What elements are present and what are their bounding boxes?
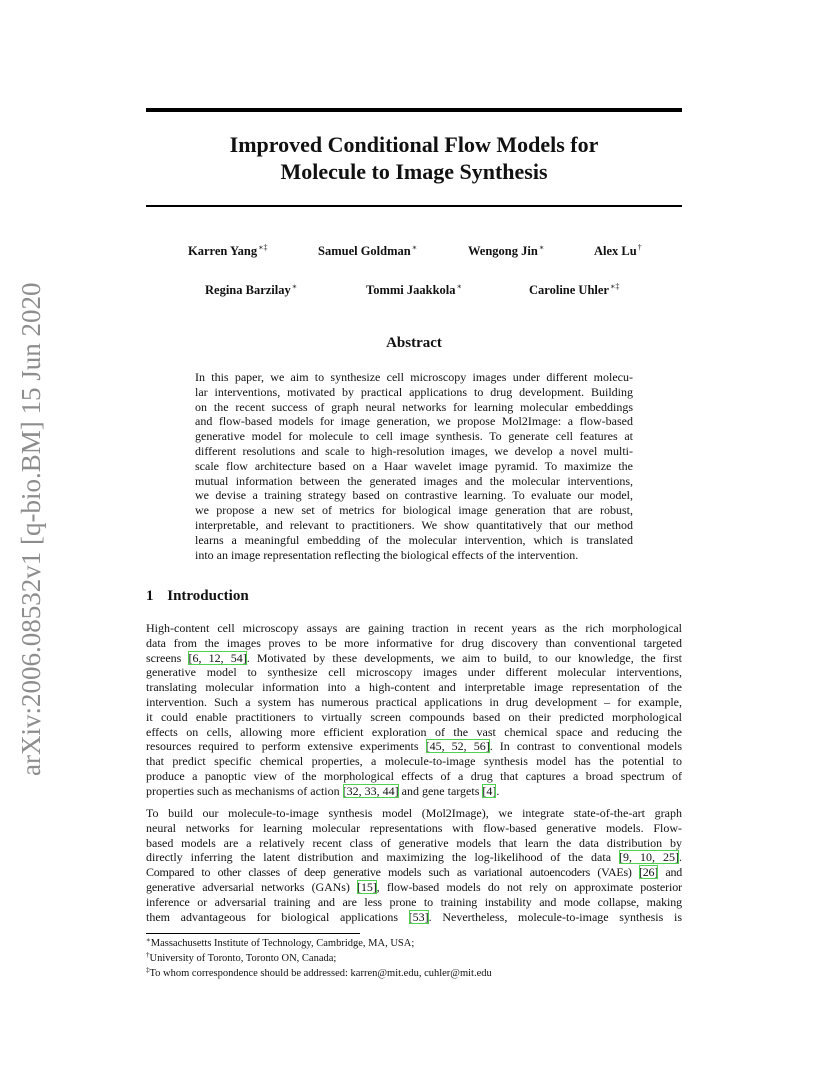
paragraph-line: neural networks for learning molecular representations with flow-based generative models. Flow- (146, 820, 682, 835)
author: Samuel Goldman∗ (318, 243, 418, 258)
footnote: ‡To whom correspondence should be addressed: karren@mit.edu, cuhler@mit.edu (146, 966, 492, 979)
citation-link[interactable]: [6, 12, 54] (188, 650, 247, 665)
paragraph-line: High-content cell microscopy assays are gaining traction in recent years as the rich morphological (146, 621, 682, 635)
paragraph-line: resources required to perform extensive experiments [45, 52, 56]. In contrast to conventional models (146, 739, 683, 754)
abstract-line: scale flow architecture based on a Haar wavelet image pyramid. To maximize the (195, 458, 633, 473)
abstract-heading: Abstract (386, 335, 442, 351)
paragraph-line: intervention. Such a system has numerous practical applications in drug development – for example, (146, 694, 682, 709)
abstract-line: learns a meaningful embedding of the molecular intervention, which is translated (195, 532, 633, 547)
author: Alex Lu† (594, 243, 642, 258)
footnote: †University of Toronto, Toronto ON, Canada; (146, 951, 337, 964)
section-heading-introduction: 1 Introduction (146, 588, 249, 604)
citation-link[interactable]: [4] (482, 783, 497, 798)
paragraph-line: that predict specific chemical properties, a molecule-to-image synthesis model has the potential to (146, 754, 682, 769)
paragraph-line: translating molecular information into a high-content and interpretable image representation of the (146, 680, 682, 695)
intro-paragraph-1 (146, 621, 682, 799)
abstract-line: we propose a new set of metrics for biological image generation that are robust, (195, 503, 633, 518)
abstract-line: and flow-based models for image generation, we propose Mol2Image: a flow-based (195, 414, 633, 429)
paragraph-line: based models are a relatively recent class of generative models that learn the data distribution by (146, 835, 682, 850)
title-line: Improved Conditional Flow Models for (229, 132, 599, 157)
paragraph-line: To build our molecule-to-image synthesis model (Mol2Image), we integrate state-of-the-art graph (146, 806, 682, 820)
paragraph-line: inference or adversarial training and are less prone to training instability and mode collapse, making (146, 894, 682, 909)
author: Wengong Jin∗ (468, 243, 545, 258)
paragraph-line: it could enable practitioners to virtually screen compounds based on their predicted morphological (146, 709, 682, 724)
paragraph-line: properties such as mechanisms of action [32, 33, 44] and gene targets [4]. (146, 783, 500, 798)
citation-link[interactable]: [45, 52, 56] (425, 739, 490, 754)
citation-link[interactable]: [15] (357, 879, 377, 894)
title-bottom-rule (146, 205, 682, 207)
paragraph-line: effects on cells, allowing more efficient exploration of the vast chemical space and reducing the (146, 724, 682, 739)
author: Regina Barzilay∗ (205, 282, 298, 297)
paragraph-line: data from the images proves to be more informative for drug discovery than conventional targeted (146, 635, 682, 650)
footnote: ∗Massachusetts Institute of Technology, Cambridge, MA, USA; (146, 936, 415, 949)
abstract-line: In this paper, we aim to synthesize cell microscopy images under different molecu- (195, 370, 633, 384)
citation-link[interactable]: [53] (408, 909, 429, 924)
abstract-body (195, 370, 633, 562)
paragraph-line: produce a panoptic view of the morphological effects of a drug that captures a broad spectrum of (146, 768, 682, 783)
abstract-line: on the recent success of graph neural networks for learning molecular embeddings (195, 399, 633, 414)
footnote-rule (146, 933, 360, 934)
paragraph-line: generative adversarial networks (GANs) [15], flow-based models do not rely on approximate posterior (146, 879, 682, 894)
citation-link[interactable]: [26] (639, 865, 659, 880)
citation-link[interactable]: [9, 10, 25] (619, 850, 679, 865)
abstract-line: into an image representation reflecting the biological effects of the intervention. (195, 547, 579, 562)
title-line: Molecule to Image Synthesis (280, 159, 548, 184)
paragraph-line: generative model to synthesize cell microscopy images under different molecular interventions, (146, 665, 682, 680)
author: Caroline Uhler∗‡ (529, 282, 620, 297)
abstract-line: we devise a training strategy based on contrastive learning. To evaluate our model, (195, 488, 633, 503)
paragraph-line: screens [6, 12, 54]. Motivated by these developments, we aim to build, to our knowledge, the first (146, 650, 682, 665)
author: Karren Yang∗‡ (188, 243, 268, 258)
abstract-line: interpretable, and relevant to practitioners. We show quantitatively that our method (195, 517, 633, 532)
author: Tommi Jaakkola∗ (366, 282, 462, 297)
title-top-rule (146, 108, 682, 112)
abstract-line: generative model for molecule to cell image synthesis. To generate cell features at (195, 429, 633, 444)
arxiv-side-stamp: arXiv:2006.08532v1 [q-bio.BM] 15 Jun 2020 (16, 282, 46, 776)
abstract-line: lar interventions, motivated by practical applications to drug development. Building (195, 384, 633, 399)
citation-link[interactable]: [32, 33, 44] (342, 783, 399, 798)
paper-title (146, 131, 682, 185)
paragraph-line: directly inferring the latent distribution and maximizing the log-likelihood of the data [9, 10, 25]. (146, 850, 682, 865)
abstract-line: mutual information between the generated images and the molecular interventions, (195, 473, 633, 488)
abstract-line: different resolutions and scale to high-resolution images, we develop a novel multi- (195, 443, 633, 458)
paragraph-line: Compared to other classes of deep generative models such as variational autoencoders (VAEs) [26] and (146, 865, 682, 880)
intro-paragraph-2 (146, 806, 682, 924)
paragraph-line: them advantageous for biological applications [53]. Nevertheless, molecule-to-image synthesis is (146, 909, 682, 924)
